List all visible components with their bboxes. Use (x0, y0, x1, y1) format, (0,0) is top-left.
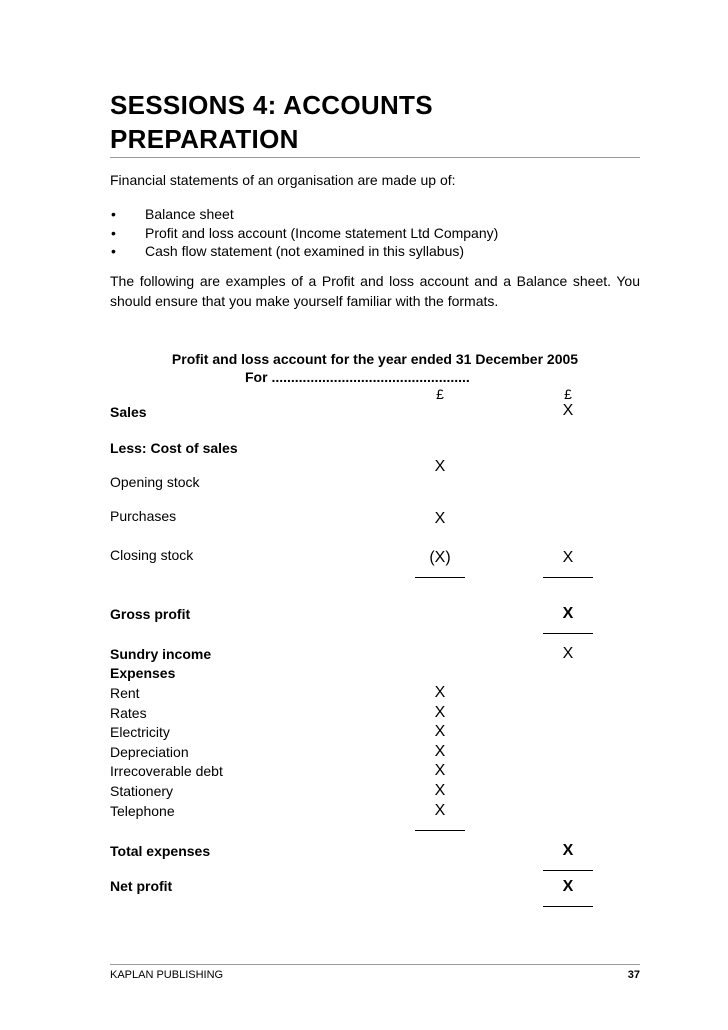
statement-subheading: For ................................................... (245, 369, 470, 385)
underline (543, 633, 593, 634)
value-sales: X (562, 402, 574, 419)
value-irrecoverable-debt: X (434, 762, 446, 779)
value-net-profit: X (562, 878, 574, 895)
row-label-sales: Sales (110, 404, 147, 420)
statement-heading: Profit and loss account for the year ended 31 December 2005 (171, 351, 579, 367)
value-cost-of-sales: X (562, 549, 574, 566)
value-electricity: X (434, 723, 446, 740)
value-opening-stock: X (434, 458, 446, 475)
row-label-irrecoverable-debt: Irrecoverable debt (110, 763, 223, 779)
bullet-marker: • (111, 225, 116, 241)
row-label-opening-stock: Opening stock (110, 474, 200, 490)
value-gross-profit: X (562, 605, 574, 622)
bullet-marker: • (111, 243, 116, 259)
col2-currency: £ (564, 386, 572, 402)
value-rent: X (434, 684, 446, 701)
row-label-net-profit: Net profit (110, 878, 173, 894)
format-paragraph: The following are examples of a Profit and loss account and a Balance sheet. You should ensure that you make yourself familiar with the formats. (110, 273, 640, 309)
bullet-marker: • (111, 206, 116, 222)
bullet-item: Cash flow statement (not examined in this syllabus) (145, 243, 465, 259)
value-closing-stock: (X) (429, 549, 451, 566)
row-label-rent: Rent (110, 685, 140, 701)
bullet-item: Profit and loss account (Income statement Ltd Company) (145, 225, 499, 241)
row-label-depreciation: Depreciation (110, 744, 189, 760)
page-title (110, 88, 433, 156)
footer-publisher: KAPLAN PUBLISHING (110, 969, 224, 981)
underline (415, 577, 465, 578)
title-line-2: PREPARATION (110, 124, 299, 154)
row-label-purchases: Purchases (110, 508, 177, 524)
row-label-rates: Rates (110, 705, 147, 721)
value-stationery: X (434, 782, 446, 799)
underline (543, 577, 593, 578)
row-label-expenses: Expenses (110, 665, 176, 681)
value-total-expenses: X (562, 842, 574, 859)
page-number: 37 (627, 969, 640, 981)
row-label-gross-profit: Gross profit (110, 606, 191, 622)
value-sundry-income: X (562, 645, 574, 662)
underline (543, 870, 593, 871)
value-rates: X (434, 704, 446, 721)
row-label-stationery: Stationery (110, 783, 174, 799)
value-purchases: X (434, 510, 446, 527)
row-label-total-expenses: Total expenses (110, 843, 211, 859)
col1-currency: £ (436, 386, 444, 402)
value-telephone: X (434, 802, 446, 819)
row-label-sundry-income: Sundry income (110, 646, 212, 662)
underline (543, 906, 593, 907)
bullet-item: Balance sheet (145, 206, 234, 222)
title-line-1: SESSIONS 4: ACCOUNTS (110, 90, 433, 120)
value-depreciation: X (434, 743, 446, 760)
row-label-closing-stock: Closing stock (110, 547, 194, 563)
underline (415, 830, 465, 831)
footer-divider (110, 964, 640, 965)
title-divider (110, 157, 640, 158)
intro-text: Financial statements of an organisation are made up of: (110, 172, 456, 188)
row-label-electricity: Electricity (110, 724, 170, 740)
row-label-cost-of-sales: Less: Cost of sales (110, 440, 238, 456)
row-label-telephone: Telephone (110, 803, 175, 819)
